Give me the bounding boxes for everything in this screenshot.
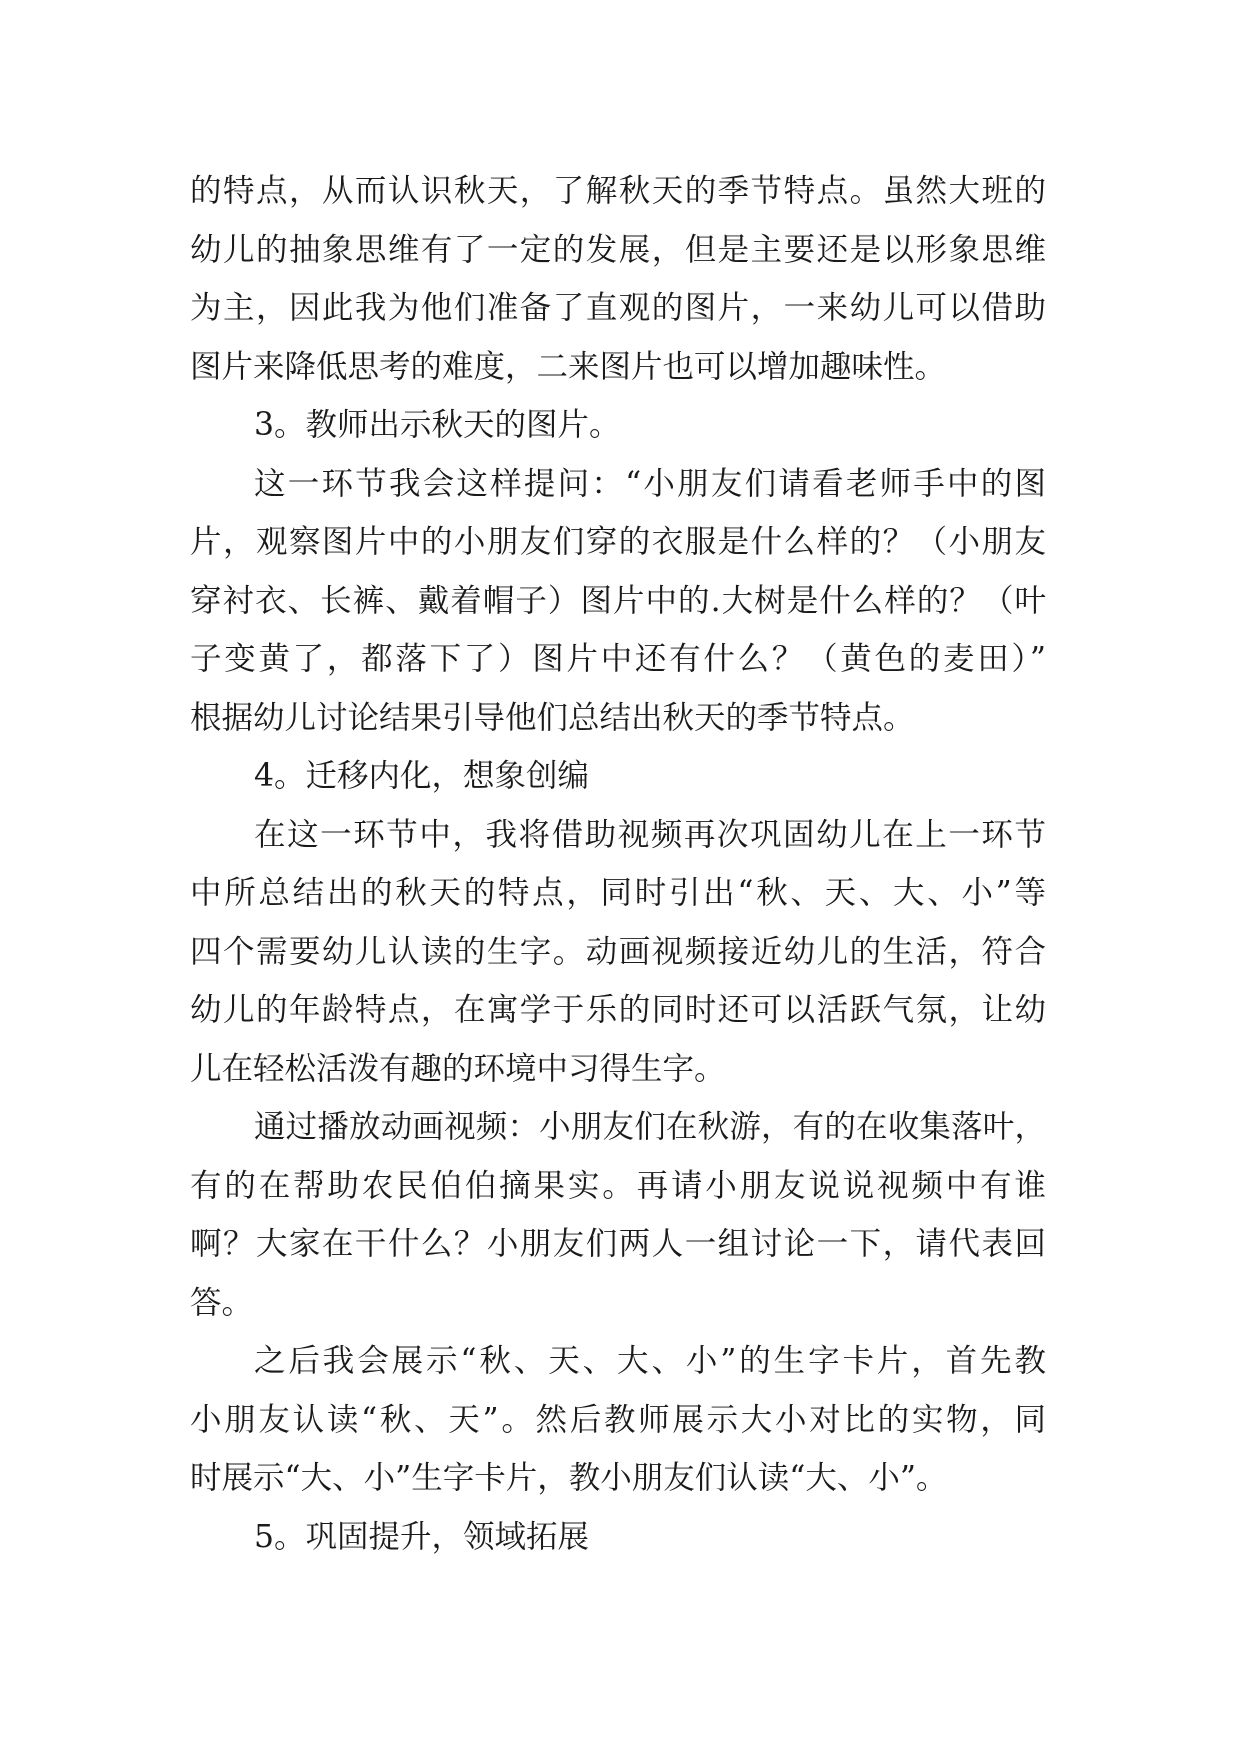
text-line: 四个需要幼儿认读的生字。动画视频接近幼儿的生活，符合: [190, 933, 1046, 970]
text-line: 子变黄了，都落下了）图片中还有什么？（黄色的麦田）”: [190, 641, 1046, 677]
text-line: 中所总结出的秋天的特点，同时引出“秋、天、大、小”等: [190, 875, 1046, 911]
section-heading: 5。巩固提升，领域拓展: [254, 1518, 590, 1555]
text-line: 穿衬衣、长裤、戴着帽子）图片中的.大树是什么样的？（叶: [190, 582, 1046, 619]
section-heading: 4。迁移内化，想象创编: [254, 758, 590, 794]
text-line: 时展示“大、小”生字卡片，教小朋友们认读“大、小”。: [190, 1460, 948, 1496]
text-line: 幼儿的年龄特点，在寓学于乐的同时还可以活跃气氛，让幼: [190, 992, 1046, 1028]
text-line: 小朋友认读“秋、天”。然后教师展示大小对比的实物，同: [190, 1401, 1046, 1438]
text-line: 根据幼儿讨论结果引导他们总结出秋天的季节特点。: [190, 699, 915, 736]
text-line: 啊？大家在干什么？小朋友们两人一组讨论一下，请代表回: [190, 1226, 1046, 1262]
text-line: 儿在轻松活泼有趣的环境中习得生字。: [190, 1050, 726, 1087]
text-line: 片，观察图片中的小朋友们穿的衣服是什么样的？（小朋友: [190, 524, 1046, 560]
text-line: 图片来降低思考的难度，二来图片也可以增加趣味性。: [190, 348, 947, 385]
text-line: 为主，因此我为他们准备了直观的图片，一来幼儿可以借助: [190, 290, 1046, 326]
text-line: 有的在帮助农民伯伯摘果实。再请小朋友说说视频中有谁: [190, 1167, 1046, 1204]
section-heading: 3。教师出示秋天的图片。: [254, 407, 621, 443]
text-line: 的特点，从而认识秋天，了解秋天的季节特点。虽然大班的: [190, 173, 1046, 209]
text-line: 这一环节我会这样提问：“小朋友们请看老师手中的图: [254, 465, 1046, 502]
text-line: 通过播放动画视频：小朋友们在秋游，有的在收集落叶，: [254, 1109, 1046, 1145]
text-line: 幼儿的抽象思维有了一定的发展，但是主要还是以形象思维: [190, 231, 1046, 268]
text-line: 在这一环节中，我将借助视频再次巩固幼儿在上一环节: [254, 816, 1046, 853]
document-body: [190, 162, 1046, 1566]
text-line: 答。: [190, 1284, 254, 1321]
text-line: 之后我会展示“秋、天、大、小”的生字卡片，首先教: [254, 1343, 1046, 1379]
